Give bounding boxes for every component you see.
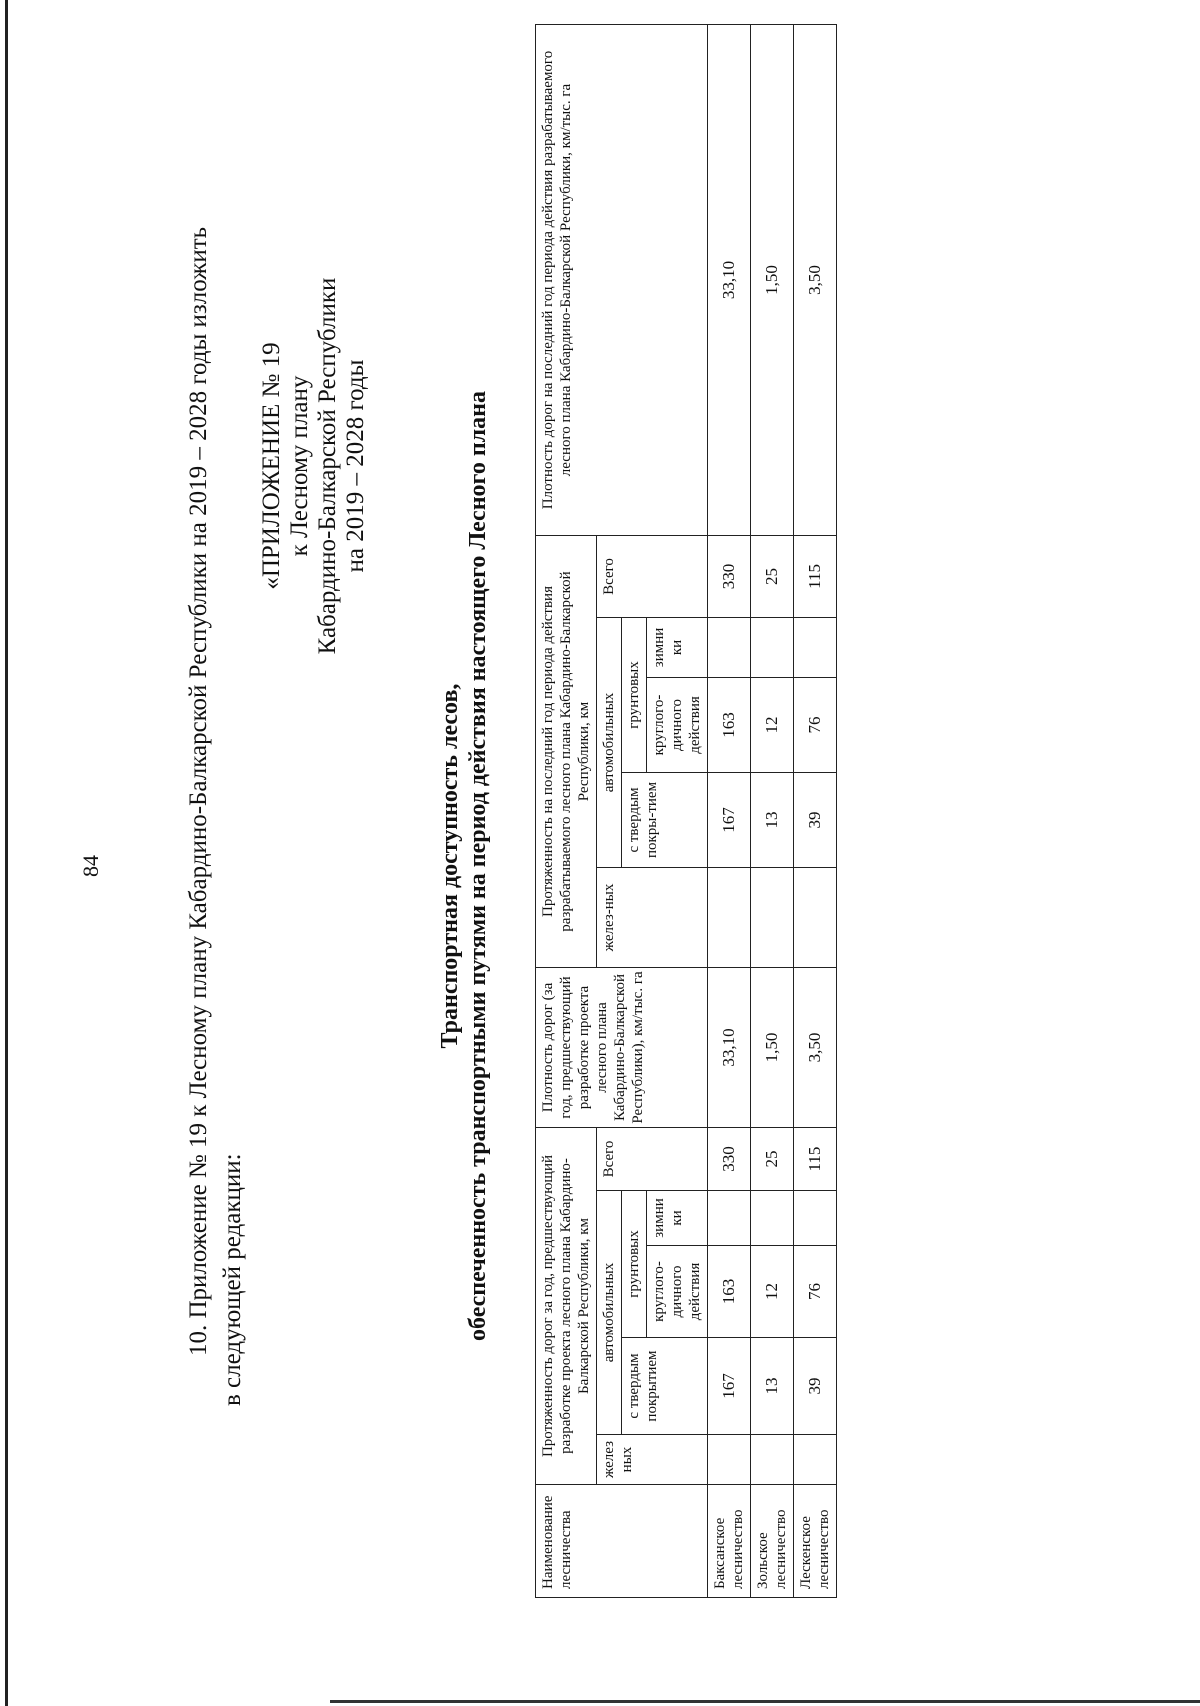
- cell-last-hard: 167: [708, 772, 751, 867]
- cell-last-winter: [751, 617, 794, 677]
- header-prev-total: Всего: [597, 1127, 708, 1190]
- cell-prev-rail: [751, 1435, 794, 1485]
- header-prev-group: Протяженность дорог за год, предшествующий разработке проекта лесного плана Кабардино-Балкарской Республики, км: [536, 1127, 597, 1484]
- cell-last-hard: 13: [751, 772, 794, 867]
- cell-last-density: 33,10: [708, 24, 751, 535]
- table-title-line-1: Транспортная доступность лесов,: [437, 683, 463, 1049]
- header-last-year-round: круглого-дичного действия: [647, 677, 708, 772]
- header-prev-density: Плотность дорог (за год, предшествующий разработке проекта лесного плана Кабардино-Балкарской Республики), км/тыс. га: [536, 967, 708, 1127]
- cell-last-rail: [794, 867, 837, 967]
- cell-prev-winter: [751, 1191, 794, 1246]
- cell-last-rail: [751, 867, 794, 967]
- cell-last-total: 25: [751, 535, 794, 617]
- header-last-group: Протяженность на последний год периода действия разрабатываемого лесного плана Кабардино-Балкарской Республики, км: [536, 535, 597, 967]
- cell-prev-total: 330: [708, 1127, 751, 1190]
- header-row-1: [536, 24, 597, 1597]
- cell-last-year-round: 76: [794, 677, 837, 772]
- header-prev-auto: автомобильных: [597, 1191, 622, 1435]
- cell-last-year-round: 12: [751, 677, 794, 772]
- cell-last-hard: 39: [794, 772, 837, 867]
- appendix-line-4: на 2019 – 2028 годы: [342, 359, 369, 573]
- appendix-line-2: к Лесному плану: [286, 375, 313, 557]
- cell-last-rail: [708, 867, 751, 967]
- header-last-auto: автомобильных: [597, 617, 622, 867]
- table-row: [751, 24, 794, 1597]
- header-prev-rail: желез ных: [597, 1435, 708, 1485]
- intro-line-1: 10. Приложение № 19 к Лесному плану Кабардино-Балкарской Республики на 2019 – 2028 годы изложить: [185, 226, 212, 1356]
- cell-prev-density: 1,50: [751, 967, 794, 1127]
- transport-table: [535, 24, 837, 1598]
- cell-prev-hard: 167: [708, 1338, 751, 1435]
- header-last-total: Всего: [597, 535, 708, 617]
- header-last-winter: зимни ки: [647, 617, 708, 677]
- appendix-line-3: Кабардино-Балкарской Республики: [314, 277, 341, 655]
- table-row: [708, 24, 751, 1597]
- cell-last-winter: [708, 617, 751, 677]
- intro-paragraph: [182, 106, 250, 1406]
- header-last-dirt: грунтовых: [622, 617, 647, 772]
- header-last-rail: желез-ных: [597, 867, 708, 967]
- cell-prev-winter: [708, 1191, 751, 1246]
- cell-prev-density: 3,50: [794, 967, 837, 1127]
- cell-prev-density: 33,10: [708, 967, 751, 1127]
- cell-prev-total: 115: [794, 1127, 837, 1190]
- appendix-block: [258, 226, 370, 706]
- page-number: 84: [78, 855, 103, 877]
- intro-line-2: в следующей редакции:: [219, 1153, 246, 1406]
- cell-prev-rail: [794, 1435, 837, 1485]
- table-title: [436, 176, 492, 1556]
- header-last-hard: с твердым покры-тием: [622, 772, 708, 867]
- cell-prev-year-round: 163: [708, 1246, 751, 1338]
- cell-prev-total: 25: [751, 1127, 794, 1190]
- row-name: Баксанское лесничество: [708, 1485, 751, 1598]
- cell-prev-hard: 13: [751, 1338, 794, 1435]
- cell-last-winter: [794, 617, 837, 677]
- cell-last-total: 115: [794, 535, 837, 617]
- cell-last-year-round: 163: [708, 677, 751, 772]
- header-prev-winter: зимни ки: [647, 1191, 708, 1246]
- cell-last-density: 1,50: [751, 24, 794, 535]
- header-name: Наименование лесничества: [536, 1485, 708, 1598]
- cell-prev-year-round: 76: [794, 1246, 837, 1338]
- appendix-line-1: «ПРИЛОЖЕНИЕ № 19: [258, 342, 285, 590]
- cell-prev-hard: 39: [794, 1338, 837, 1435]
- cell-prev-winter: [794, 1191, 837, 1246]
- table-row: [794, 24, 837, 1597]
- cell-last-density: 3,50: [794, 24, 837, 535]
- cell-prev-rail: [708, 1435, 751, 1485]
- header-prev-dirt: грунтовых: [622, 1191, 647, 1338]
- cell-prev-year-round: 12: [751, 1246, 794, 1338]
- header-last-density: Плотность дорог на последний год периода действия разрабатываемого лесного плана Кабардино-Балкарской Республики, км/тыс. га: [536, 24, 708, 535]
- header-prev-year-round: круглого-дичного действия: [647, 1246, 708, 1338]
- header-prev-hard: с твердым покрытием: [622, 1338, 708, 1435]
- row-name: Лескенское лесничество: [794, 1485, 837, 1598]
- cell-last-total: 330: [708, 535, 751, 617]
- table-title-line-2: обеспеченность транспортными путями на период действия настоящего Лесного плана: [465, 391, 491, 1341]
- row-name: Зольское лесничество: [751, 1485, 794, 1598]
